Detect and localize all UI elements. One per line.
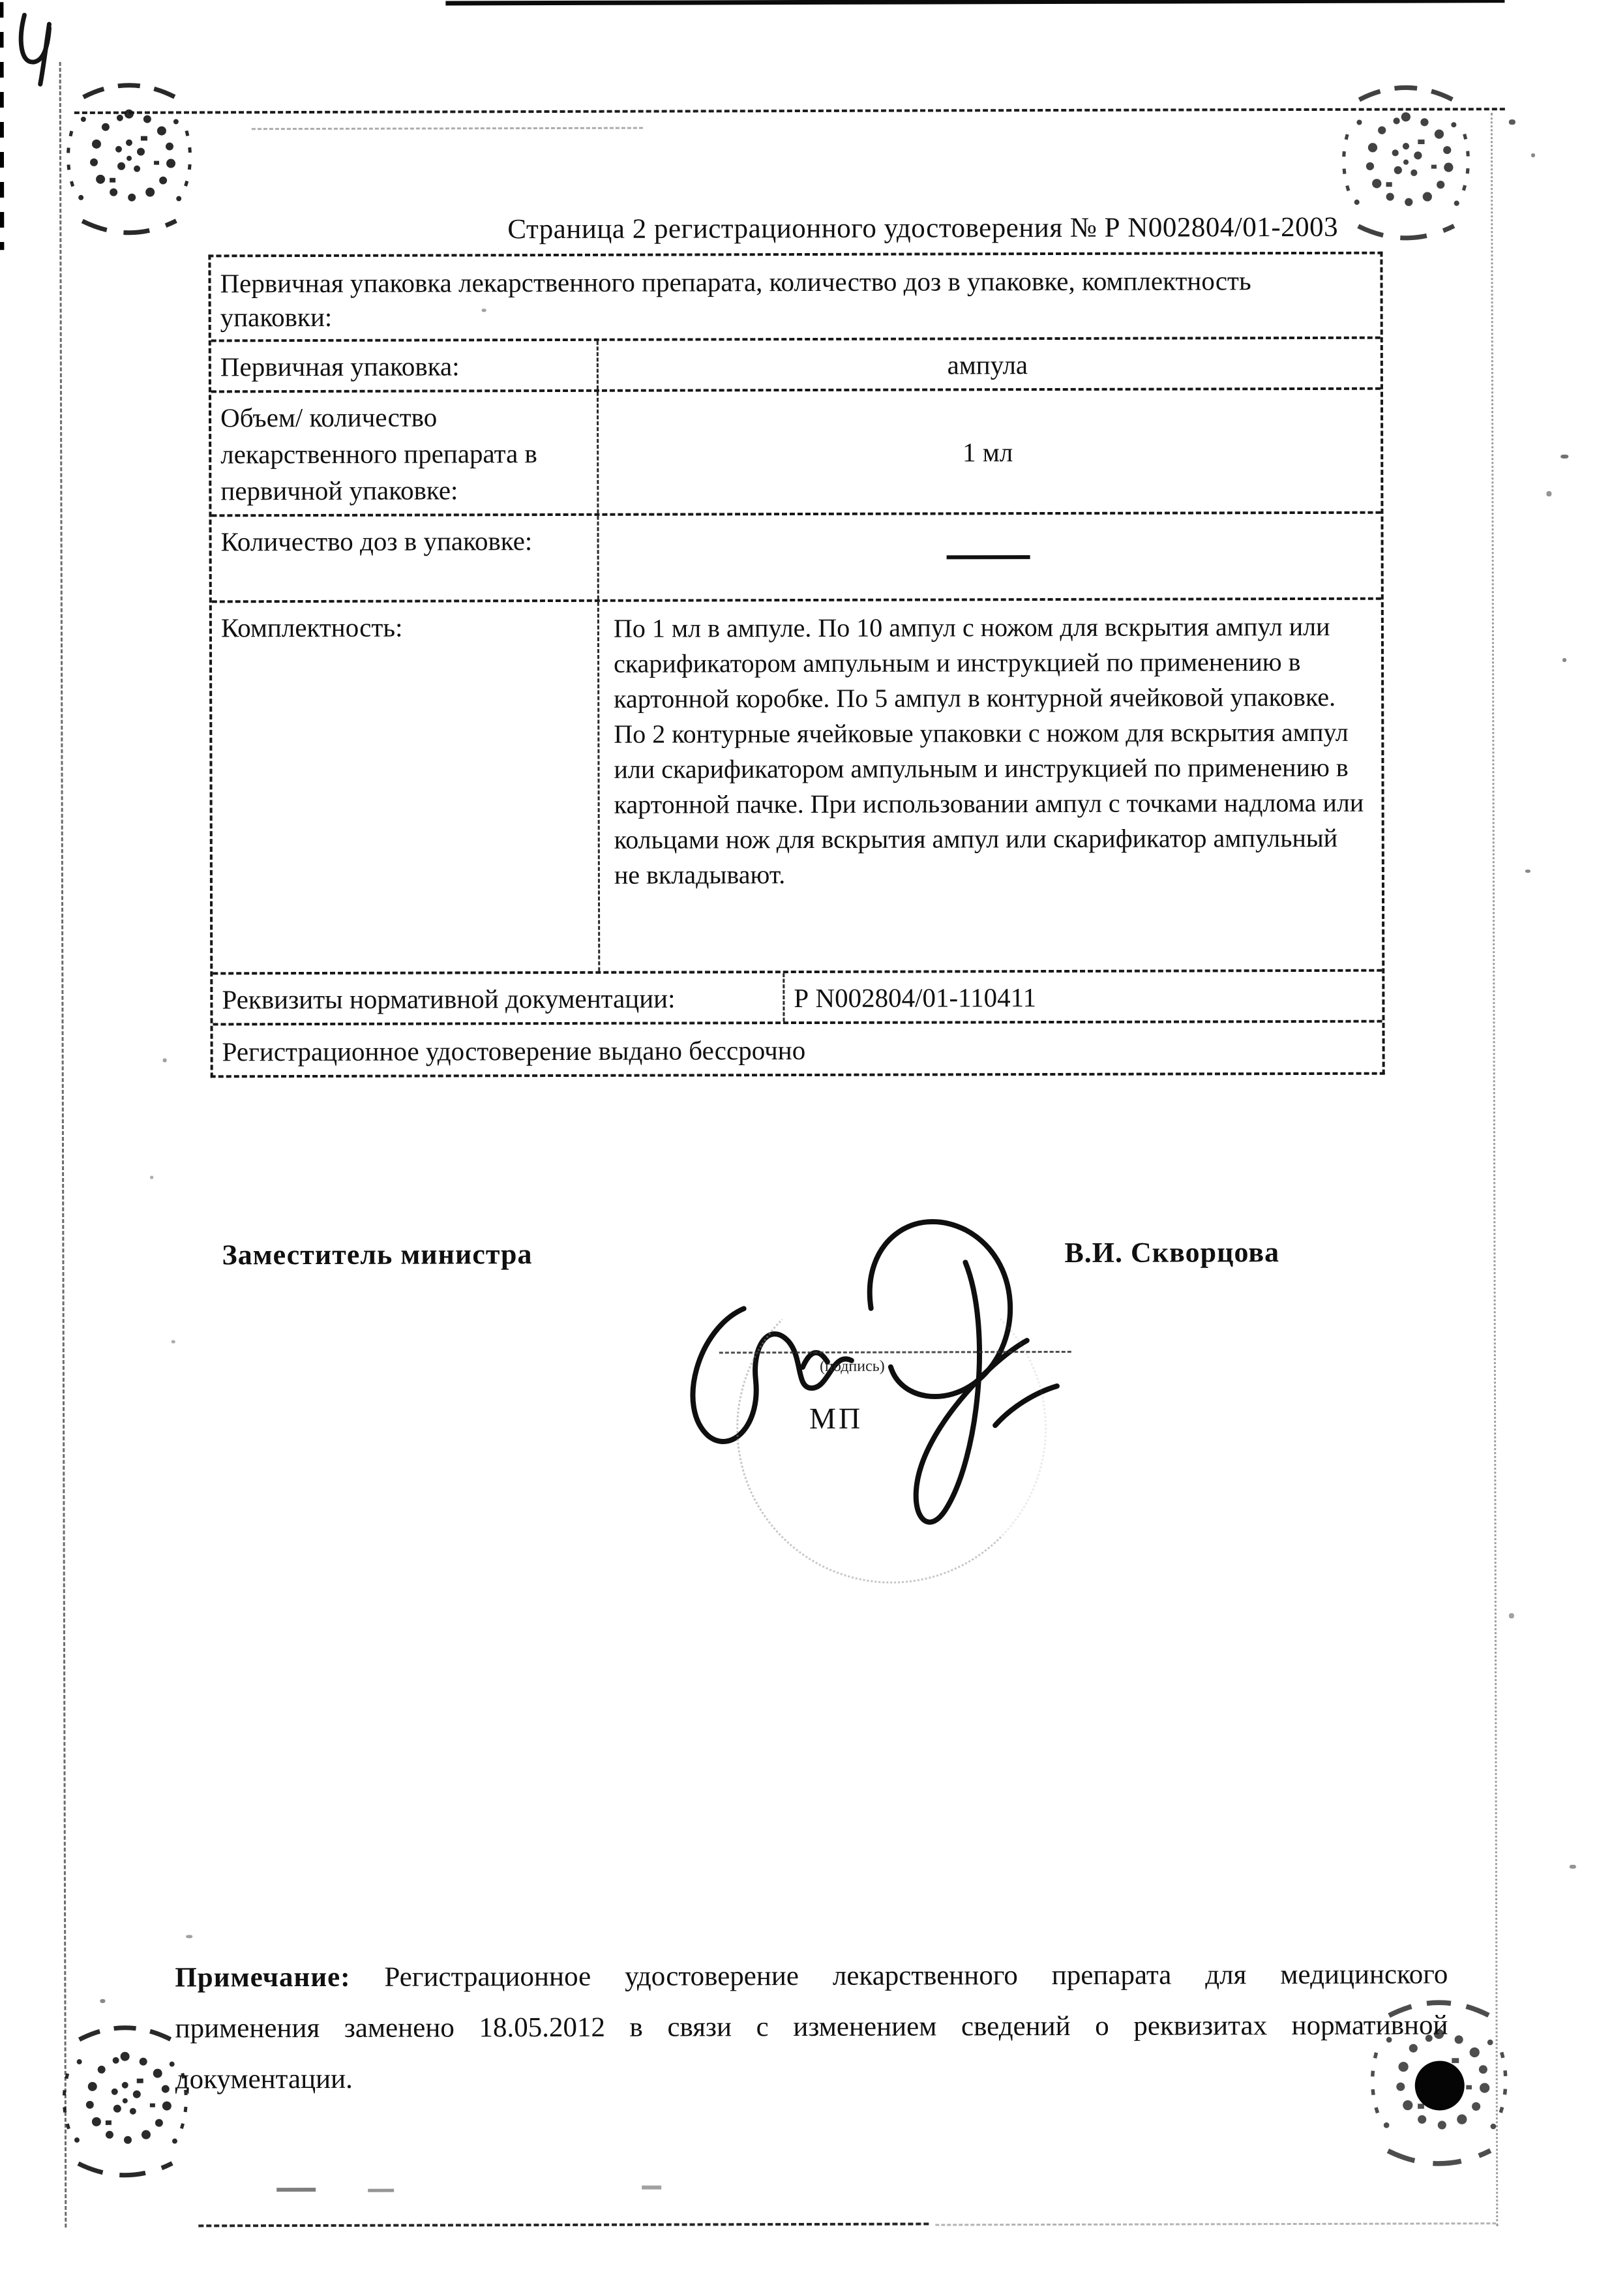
page-border-top-noise xyxy=(252,127,643,130)
scan-noise-speck xyxy=(150,1176,153,1179)
scan-noise-speck xyxy=(1560,455,1568,459)
registration-table xyxy=(208,252,1384,1078)
table-row-completeness xyxy=(212,597,1382,973)
round-seal-outline-icon xyxy=(736,1273,1047,1584)
signer-position-title: Заместитель министра xyxy=(222,1238,533,1271)
scan-noise-speck xyxy=(186,1935,192,1938)
caption-cell: Первичная упаковка лекарственного препарата, количество доз в упаковке, комплектность упаковки: xyxy=(220,265,1251,333)
scan-noise-speck xyxy=(1525,869,1530,873)
guilloche-stamp-top-left-icon xyxy=(64,78,195,238)
table-row-volume xyxy=(211,387,1381,515)
table-row-primary-package xyxy=(211,337,1381,391)
row-value: 1 мл xyxy=(963,437,1013,468)
row-label: Объем/ количество лекарственного препарата в первичной упаковке: xyxy=(211,392,599,515)
row-value xyxy=(599,514,1381,599)
page-border-right xyxy=(1491,113,1498,2226)
table-row-validity xyxy=(213,1020,1382,1076)
row-label: Реквизиты нормативной документации: xyxy=(213,973,784,1023)
empty-value-dash xyxy=(946,555,1030,559)
signature-caption: (подпись) xyxy=(820,1357,885,1375)
scan-noise-speck xyxy=(1509,119,1515,125)
scan-edge-dashes xyxy=(0,2,4,250)
validity-text: Регистрационное удостоверение выдано бессрочно xyxy=(222,1035,806,1067)
scan-noise-speck xyxy=(1531,153,1535,157)
scan-noise-speck xyxy=(1570,1865,1576,1869)
page-border-bottom-noise xyxy=(935,2222,1496,2226)
handwritten-mark-icon xyxy=(10,6,62,91)
seal-place-abbr: МП xyxy=(809,1401,863,1435)
scan-edge-bar xyxy=(445,0,1504,5)
scan-noise-speck xyxy=(276,2188,316,2192)
table-row-caption xyxy=(211,254,1380,340)
row-value: ампула xyxy=(947,350,1028,380)
scan-noise-speck xyxy=(368,2189,394,2192)
page-border-bottom xyxy=(198,2223,929,2228)
scan-noise-speck xyxy=(642,2186,661,2190)
page-title: Страница 2 регистрационного удостоверения № Р N002804/01-2003 xyxy=(507,211,1339,245)
signer-name: В.И. Скворцова xyxy=(1064,1236,1280,1269)
row-value: По 1 мл в ампуле. По 10 ампул с ножом для вскрытия ампул или скарификатором ампульным и инструкцией по применению в картонной коробке. По 5 ампул в контурной ячейковой упаковке. По 2 контурные ячейковые упаковки с ножом для вскрытия ампул или скарификатором ампульным и инструкцией по применению в картонной пачке. При использовании ампул с точками надлома или кольцами нож для вскрытия ампул или скарификатор ампульный не вкладывают. xyxy=(613,611,1364,890)
scan-noise-speck xyxy=(1509,1613,1514,1618)
scan-noise-speck xyxy=(1546,491,1551,496)
scan-noise-speck xyxy=(100,1999,105,2003)
scan-noise-speck xyxy=(1562,658,1566,662)
page-border-top xyxy=(74,108,1505,114)
guilloche-stamp-bottom-left-icon xyxy=(57,2022,194,2179)
row-label: Первичная упаковка: xyxy=(211,341,599,391)
scan-noise-speck xyxy=(172,1340,175,1344)
scan-noise-speck xyxy=(482,309,486,312)
row-value: Р N002804/01-110411 xyxy=(794,982,1037,1014)
row-label: Комплектность: xyxy=(212,602,600,973)
note-text: Регистрационное удостоверение лекарственного препарата для медицинского применения заменено 18.05.2012 в связи с изменением сведений о реквизитах нормативной документации. xyxy=(175,1959,1448,2095)
row-label: Количество доз в упаковке: xyxy=(211,516,599,601)
table-row-requisites xyxy=(213,969,1382,1023)
scan-noise-speck xyxy=(163,1059,167,1063)
page-border-left xyxy=(59,62,67,2228)
note-paragraph xyxy=(175,1949,1448,2105)
note-label: Примечание: xyxy=(175,1961,351,1993)
table-row-doses xyxy=(211,511,1381,601)
